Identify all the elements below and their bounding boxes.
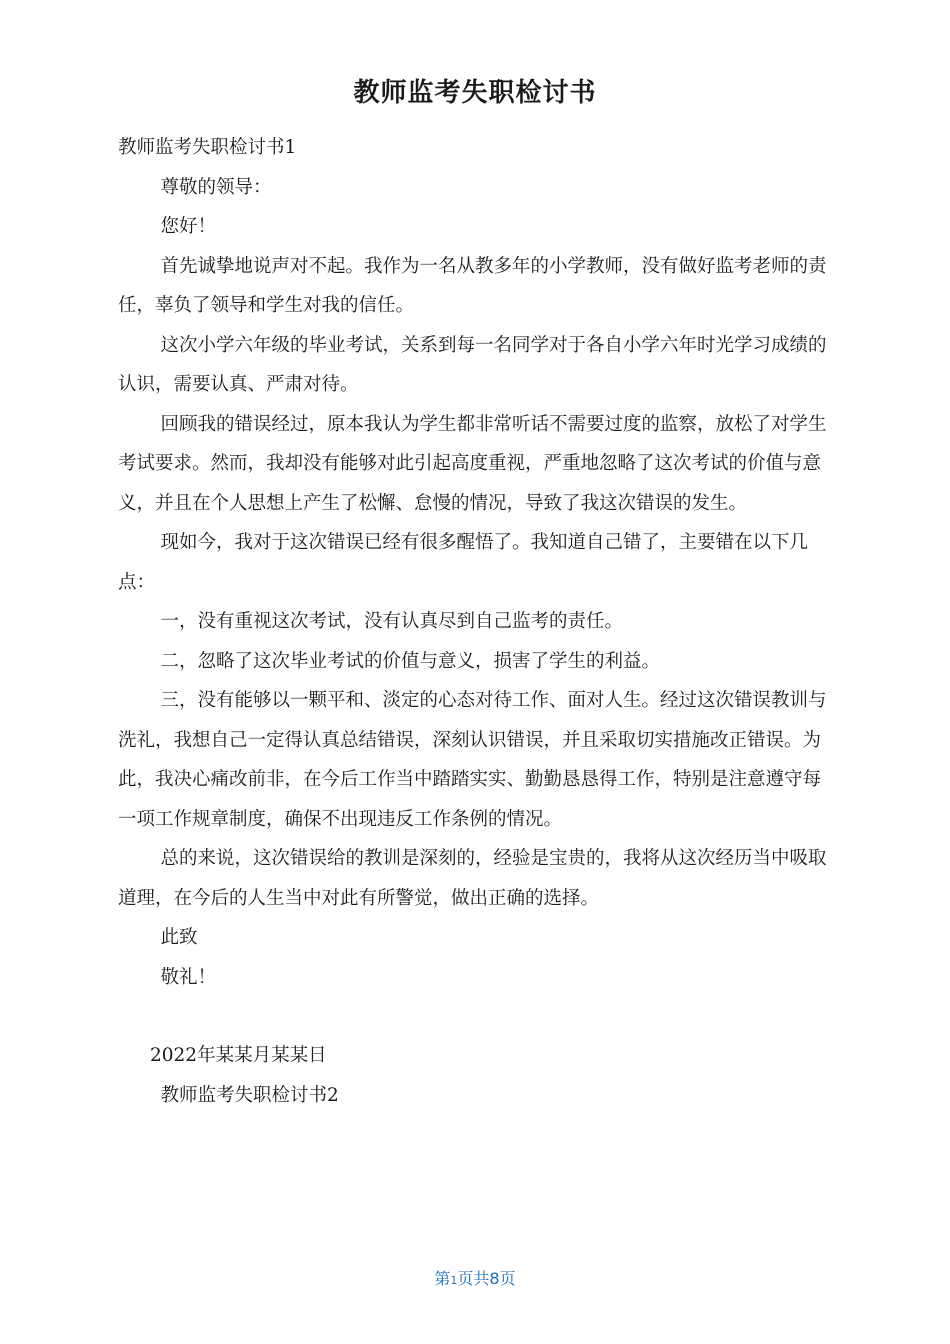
list-item: 二，忽略了这次毕业考试的价值与意义，损害了学生的利益。 xyxy=(160,650,661,672)
document-title: 教师监考失职检讨书 xyxy=(353,78,597,108)
footer-page-number: 1 xyxy=(450,1274,458,1287)
paragraph: 总的来说，这次错误给的教训是深刻的，经验是宝贵的，我将从这次经历当中吸取道理，在今后的人生当中对此有所警觉，做出正确的选择。 xyxy=(118,848,827,909)
paragraph: 回顾我的错误经过，原本我认为学生都非常听话不需要过度的监察，放松了对学生考试要求。然而，我却没有能够对此引起高度重视，严重地忽略了这次考试的价值与意义，并且在个人思想上产生了松懈、怠慢的情况，导致了我这次错误的发生。 xyxy=(118,413,827,514)
spacer xyxy=(118,997,830,1036)
section-heading-2: 教师监考失职检讨书2 xyxy=(160,1084,339,1106)
page-footer xyxy=(0,1266,950,1289)
salutation: 尊敬的领导： xyxy=(160,176,272,198)
signature-date: 2022年某某月某某日 xyxy=(150,1045,327,1066)
section-heading-1: 教师监考失职检讨书1 xyxy=(118,137,297,158)
list-item: 一，没有重视这次考试，没有认真尽到自己监考的责任。 xyxy=(160,611,624,632)
document-body xyxy=(118,128,830,1115)
paragraph: 首先诚挚地说声对不起。我作为一名从教多年的小学教师，没有做好监考老师的责任，辜负了领导和学生对我的信任。 xyxy=(118,255,827,316)
paragraph: 现如今，我对于这次错误已经有很多醒悟了。我知道自己错了，主要错在以下几点： xyxy=(118,532,809,593)
paragraph: 这次小学六年级的毕业考试，关系到每一名同学对于各自小学六年时光学习成绩的认识，需要认真、严肃对待。 xyxy=(118,334,827,395)
closing-salute: 敬礼！ xyxy=(160,966,217,988)
greeting: 您好！ xyxy=(160,216,217,237)
footer-prefix: 第 xyxy=(434,1269,451,1288)
closing-line: 此致 xyxy=(160,927,198,948)
list-item: 三，没有能够以一颗平和、淡定的心态对待工作、面对人生。经过这次错误教训与洗礼，我想自己一定得认真总结错误，深刻认识错误，并且采取切实措施改正错误。为此，我决心痛改前非，在今后工作当中踏踏实实、勤勤恳恳得工作，特别是注意遵守每一项工作规章制度，确保不出现违反工作条例的情况。 xyxy=(118,690,827,830)
footer-suffix: 页共8页 xyxy=(457,1269,516,1288)
